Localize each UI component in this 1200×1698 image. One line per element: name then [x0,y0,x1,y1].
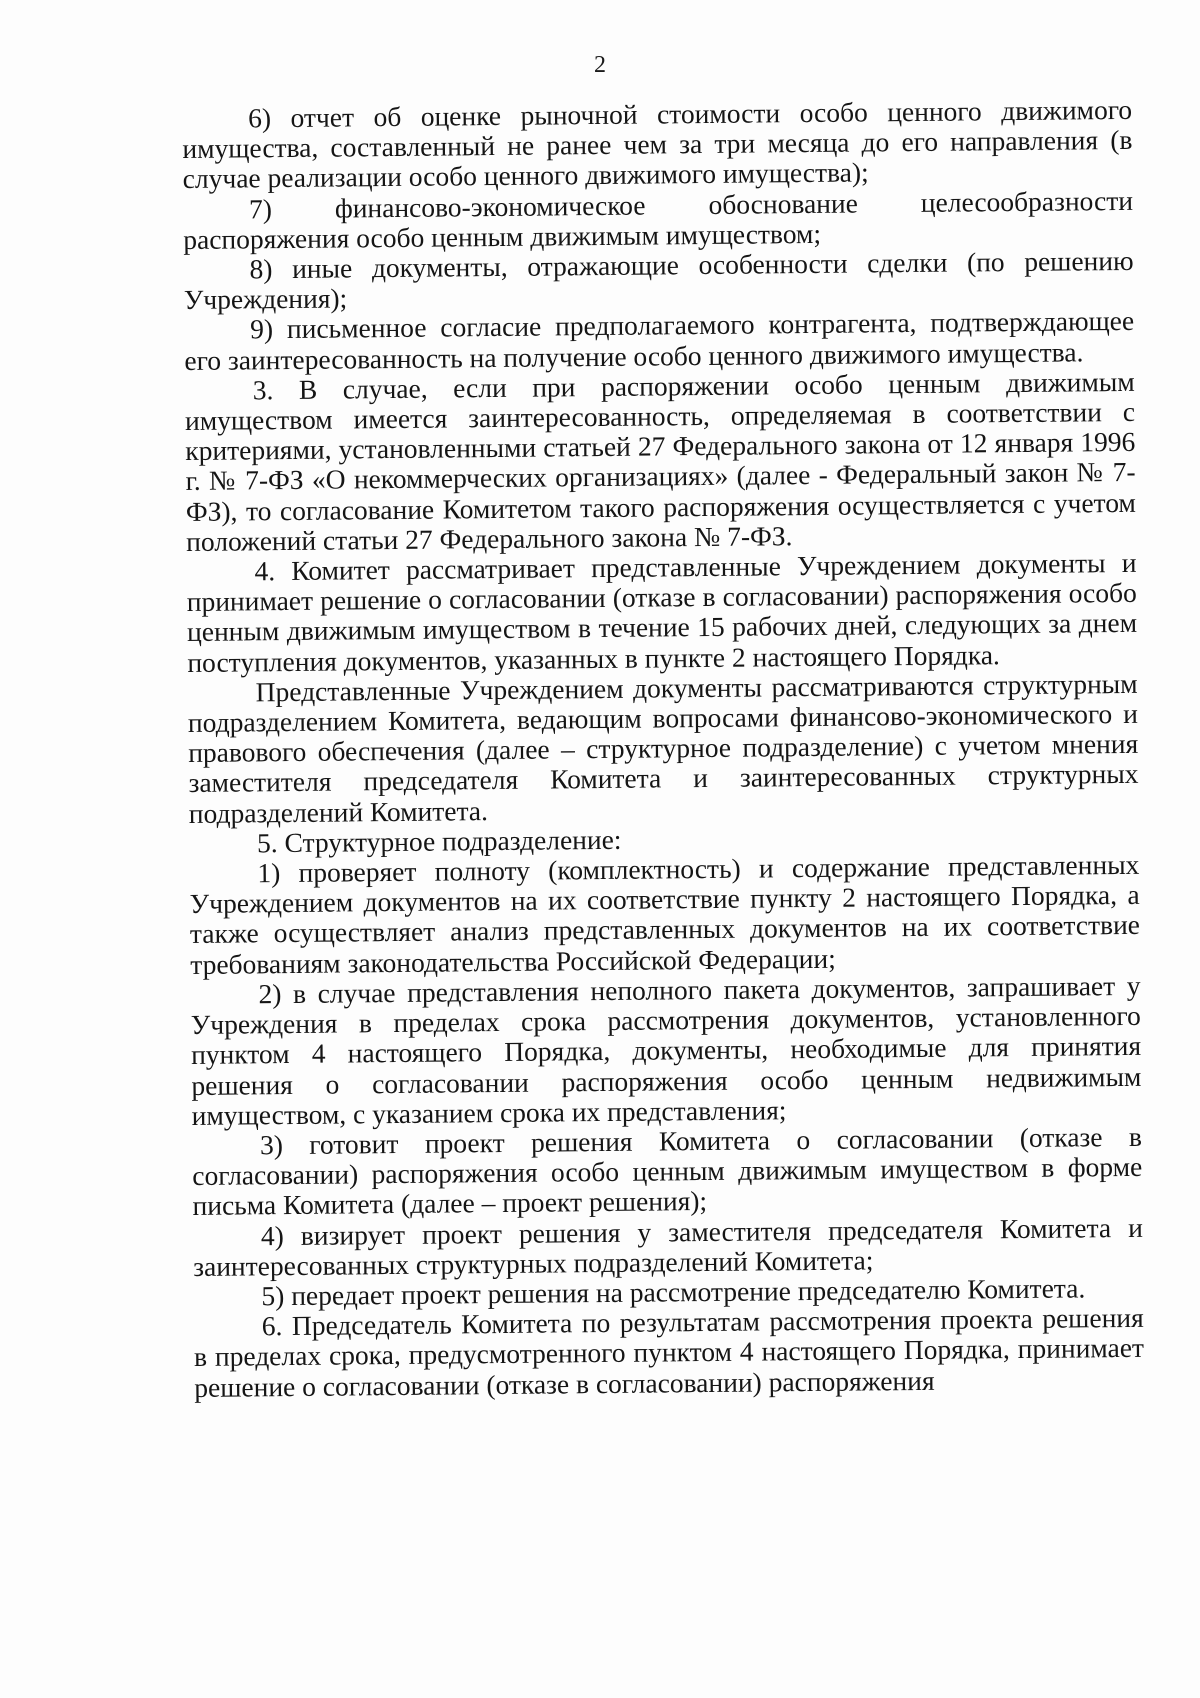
paragraph-item-7: 7) финансово-экономическое обоснование целесообразности распоряжения особо ценным движимым имуществом; [183,184,1134,255]
page-number: 2 [594,52,606,78]
paragraph-section-5: 5. Структурное подразделение: [256,823,622,859]
paragraph-subitem-1: 1) проверяет полноту (комплектность) и содержание представленных Учреждением документов на их соответствие пункту 2 настоящего Порядка, а также осуществляет анализ представленных документов на их соответствие требованиям законодательства Российской Федерации; [189,848,1141,980]
paragraph-section-4: 4. Комитет рассматривает представленные Учреждением документы и принимает решение о согласовании (отказе в согласовании) распоряжения особо ценным движимым имуществом в течение 15 рабочих дней, следующих за днем поступления документов, указанных в пункте 2 настоящего Порядка. [186,546,1138,678]
paragraph-item-6: 6) отчет об оценке рыночной стоимости особо ценного движимого имущества, составленный не ранее чем за три месяца до его направления (в случае реализации особо ценного движимого имущества); [182,93,1133,195]
paragraph-section-3: 3. В случае, если при распоряжении особо ценным движимым имуществом имеется заинтересованность, определяемая в соответствии с критериями, установленными статьей 27 Федерального закона от 12 января 1996 г. № 7-ФЗ «О некоммерческих организациях» (далее - Федеральный закон № 7-ФЗ), то согласование Комитетом такого распоряжения осуществляется с учетом положений статьи 27 Федерального закона № 7-ФЗ. [184,365,1137,557]
paragraph-item-9: 9) письменное согласие предполагаемого контрагента, подтверждающее его заинтересованность на получение особо ценного движимого имущества. [184,305,1135,376]
paragraph-section-4-documents: Представленные Учреждением документы рассматриваются структурным подразделением Комитета, ведающим вопросами финансово-экономического и правового обеспечения (далее – структурное подразделение) с учетом мнения заместителя председателя Комитета и заинтересованных структурных подразделений Комитета. [187,667,1139,829]
paragraph-item-8: 8) иные документы, отражающие особенности сделки (по решению Учреждения); [183,244,1134,316]
paragraph-subitem-4: 4) визирует проект решения у заместителя председателя Комитета и заинтересованных структурных подразделений Комитета; [193,1211,1143,1282]
paragraph-subitem-3: 3) готовит проект решения Комитета о согласовании (отказе в согласовании) распоряжения особо ценным движимым имуществом в форме письма Комитета (далее – проект решения); [192,1120,1143,1222]
paragraph-subitem-2: 2) в случае представления неполного пакета документов, запрашивает у Учреждения в пределах срока рассмотрения документов, установленного пунктом 4 настоящего Порядка, документы, необходимые для принятия решения о согласовании распоряжения особо ценным недвижимым имуществом, с указанием срока их представления; [190,969,1142,1131]
document-body [182,95,1144,1403]
paragraph-subitem-5: 5) передает проект решения на рассмотрение председателю Комитета. [261,1272,1086,1312]
paragraph-section-6: 6. Председатель Комитета по результатам рассмотрения проекта решения в пределах срока, предусмотренного пунктом 4 настоящего Порядка, принимает решение о согласовании (отказе в согласовании) распоряжения [193,1301,1145,1403]
